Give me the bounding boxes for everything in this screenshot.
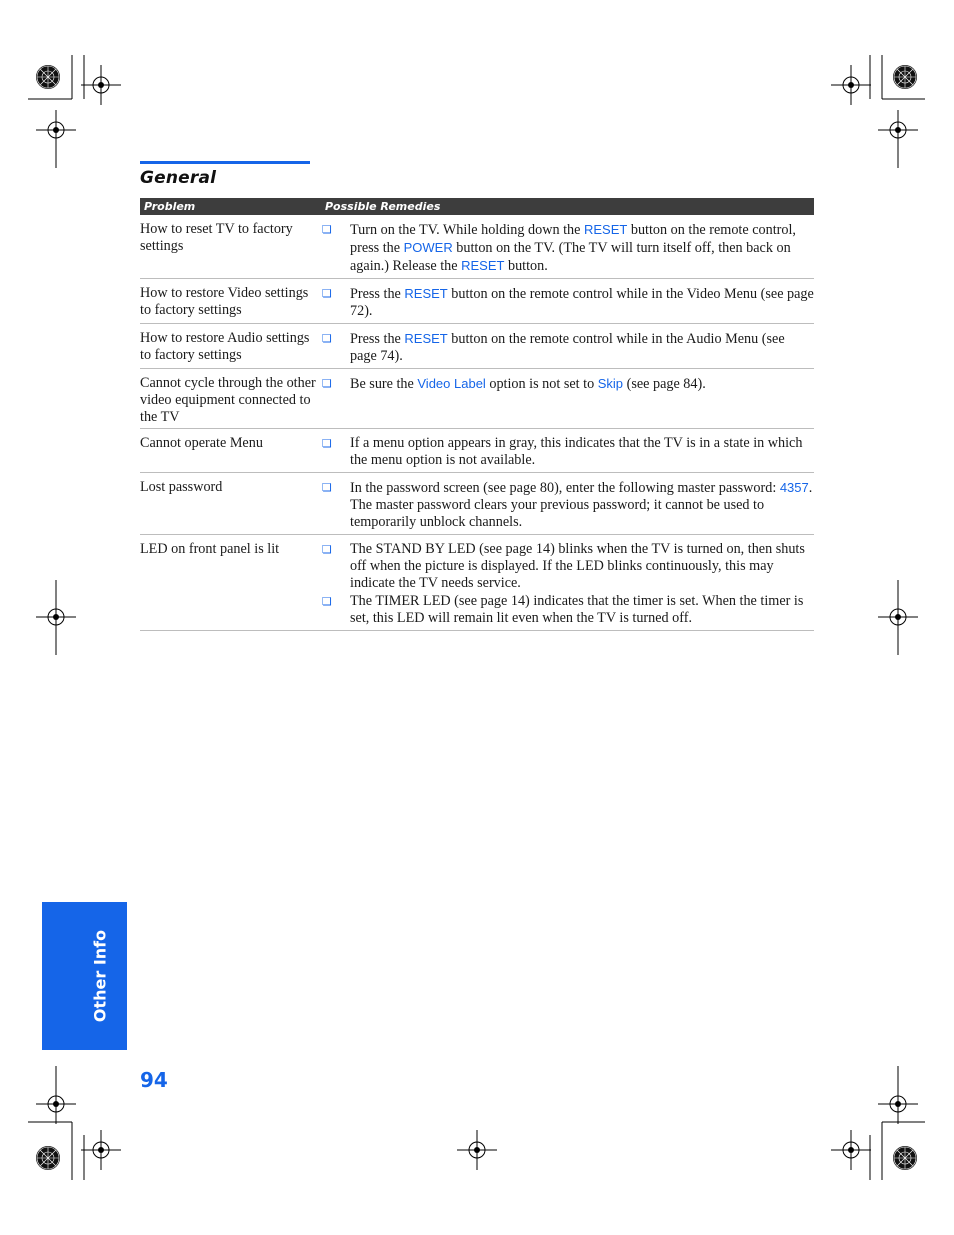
square-bullet-icon: ❏ xyxy=(322,437,332,450)
remedy-text xyxy=(350,479,814,531)
remedies-cell xyxy=(322,541,814,628)
remedy-item xyxy=(322,541,814,592)
remedy-text-segment: In the password screen (see page 80), enter the following master password: xyxy=(350,480,780,496)
side-tab xyxy=(42,902,127,1050)
table-row xyxy=(140,369,814,429)
remedies-cell xyxy=(322,285,814,321)
remedies-cell xyxy=(322,330,814,366)
table-header xyxy=(140,198,814,215)
remedy-text-segment: . The master password clears your previous password; it cannot be used to temporarily unblock channels. xyxy=(350,480,813,530)
square-bullet-icon: ❏ xyxy=(322,287,332,300)
problem-cell: Cannot operate Menu xyxy=(140,435,263,451)
problem-cell: LED on front panel is lit xyxy=(140,541,280,557)
ui-label: RESET xyxy=(583,222,628,237)
remedy-text-segment: If a menu option appears in gray, this indicates that the TV is in a state in which the menu option is not available. xyxy=(350,435,803,468)
remedy-text-segment: button on the remote control while in the Video Menu (see page 72). xyxy=(350,286,814,319)
square-bullet-icon: ❏ xyxy=(322,595,332,608)
ui-label: RESET xyxy=(461,258,505,273)
remedy-text xyxy=(350,330,814,365)
remedy-text-segment: Be sure the xyxy=(350,376,418,392)
remedy-text xyxy=(350,285,814,320)
remedy-text-segment: Turn on the TV. While holding down the xyxy=(350,222,584,238)
ui-label: RESET xyxy=(404,331,448,346)
remedy-text xyxy=(350,221,814,275)
section-title: General xyxy=(140,168,217,188)
ui-label: 4357 xyxy=(779,480,809,495)
remedy-item xyxy=(322,330,814,365)
remedy-item xyxy=(322,221,814,275)
remedy-item xyxy=(322,435,814,469)
table-body xyxy=(140,215,814,631)
remedies-cell xyxy=(322,221,814,276)
square-bullet-icon: ❏ xyxy=(322,481,332,494)
problem-cell: How to reset TV to factory settings xyxy=(140,221,293,254)
remedy-item xyxy=(322,375,814,393)
problem-cell: How to restore Audio settings to factory settings xyxy=(140,330,310,363)
ui-label: RESET xyxy=(404,286,448,301)
remedy-item xyxy=(322,479,814,531)
remedy-text-segment: button. xyxy=(504,258,548,274)
table-row xyxy=(140,473,814,535)
remedy-text-segment: The TIMER LED (see page 14) indicates that the timer is set. When the timer is set, this LED will remain lit even when the TV is turned off. xyxy=(350,593,804,626)
ui-label: Skip xyxy=(597,376,624,391)
square-bullet-icon: ❏ xyxy=(322,332,332,345)
remedy-text-segment: button on the remote control, press the xyxy=(350,222,796,256)
remedies-cell xyxy=(322,479,814,532)
table-row xyxy=(140,429,814,473)
square-bullet-icon: ❏ xyxy=(322,223,332,236)
table-row xyxy=(140,324,814,369)
remedy-text-segment: option is not set to xyxy=(485,376,598,392)
remedy-text xyxy=(350,593,814,627)
ui-label: Video Label xyxy=(417,376,486,391)
remedy-text-segment: Press the xyxy=(350,286,405,302)
problem-cell: How to restore Video settings to factory settings xyxy=(140,285,309,318)
remedies-cell xyxy=(322,435,814,470)
remedy-text-segment: (see page 84). xyxy=(623,376,706,392)
remedy-text-segment: button on the TV. (The TV will turn itself off, then back on again.) Release the xyxy=(350,240,791,274)
table-row xyxy=(140,279,814,324)
problem-cell: Cannot cycle through the other video equipment connected to the TV xyxy=(140,375,316,425)
remedy-item xyxy=(322,285,814,320)
column-header-problem: Problem xyxy=(144,200,196,213)
remedy-text xyxy=(350,375,814,393)
remedy-text-segment: The STAND BY LED (see page 14) blinks when the TV is turned on, then shuts off when the picture is displayed. If the LED blinks continuously, this may indicate the TV needs service. xyxy=(350,541,805,591)
square-bullet-icon: ❏ xyxy=(322,543,332,556)
remedy-text-segment: button on the remote control while in the Audio Menu (see page 74). xyxy=(350,331,785,364)
remedies-cell xyxy=(322,375,814,426)
ui-label: POWER xyxy=(403,240,453,255)
table-row xyxy=(140,535,814,631)
square-bullet-icon: ❏ xyxy=(322,377,332,390)
column-header-remedies: Possible Remedies xyxy=(325,200,441,213)
remedy-item xyxy=(322,593,814,627)
remedy-text xyxy=(350,435,814,469)
troubleshooting-table xyxy=(140,198,814,631)
remedy-text xyxy=(350,541,814,592)
remedy-text-segment: Press the xyxy=(350,331,405,347)
side-tab-label: Other Info xyxy=(90,929,110,1023)
table-row xyxy=(140,215,814,279)
page-number: 94 xyxy=(140,1068,168,1092)
section-rule xyxy=(140,161,310,164)
problem-cell: Lost password xyxy=(140,479,223,495)
